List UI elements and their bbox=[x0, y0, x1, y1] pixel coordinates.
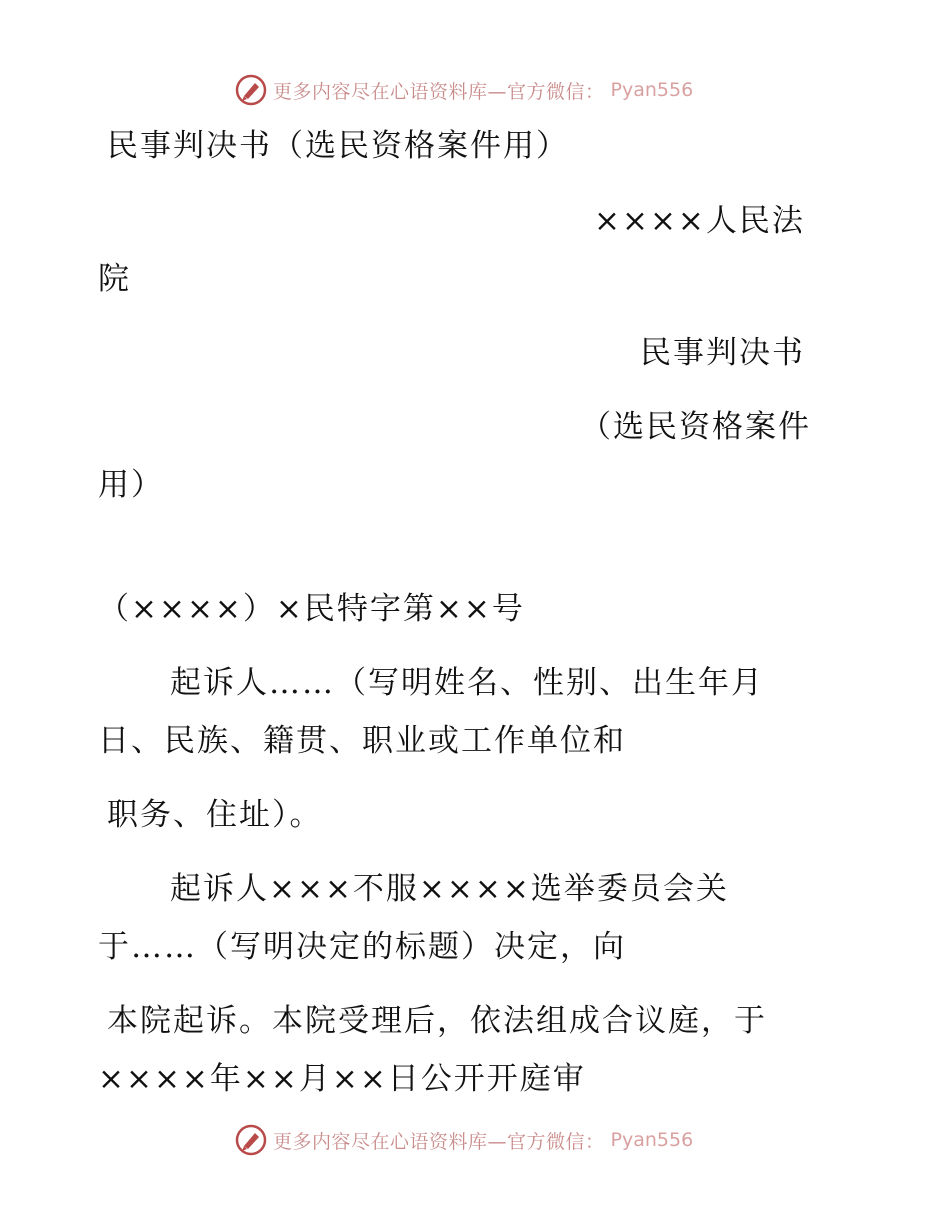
header-title: 民事判决书（选民资格案件用） bbox=[107, 128, 569, 164]
watermark-text: 更多内容尽在心语资料库—官方微信： bbox=[273, 80, 605, 103]
watermark-bottom bbox=[235, 1122, 693, 1158]
case-number: （××××）×民特字第××号 bbox=[98, 591, 525, 627]
pen-logo-icon bbox=[235, 74, 267, 106]
watermark-top bbox=[235, 72, 693, 108]
document-subtitle-line-2: 用） bbox=[98, 467, 164, 503]
document-title: 民事判决书 bbox=[640, 335, 805, 371]
watermark-wechat-id: Pyan556 bbox=[610, 79, 694, 101]
paragraph-plaintiff-line-3: 职务、住址）。 bbox=[107, 797, 323, 833]
watermark-wechat-id: Pyan556 bbox=[610, 1129, 694, 1151]
watermark-text: 更多内容尽在心语资料库—官方微信： bbox=[273, 1130, 605, 1153]
paragraph-appeal-line-1: 起诉人×××不服××××选举委员会关 bbox=[104, 871, 729, 907]
document-subtitle-line-1: （选民资格案件 bbox=[580, 409, 811, 445]
paragraph-appeal-line-4: ××××年××月××日公开开庭审 bbox=[98, 1061, 586, 1097]
paragraph-plaintiff-line-2: 日、民族、籍贯、职业或工作单位和 bbox=[98, 723, 626, 759]
paragraph-plaintiff-line-1: 起诉人……（写明姓名、性别、出生年月 bbox=[104, 665, 764, 701]
paragraph-appeal-line-3: 本院起诉。本院受理后，依法组成合议庭，于 bbox=[107, 1003, 767, 1039]
pen-logo-icon bbox=[235, 1124, 267, 1156]
court-name-line-2: 院 bbox=[98, 261, 131, 297]
paragraph-appeal-line-2: 于……（写明决定的标题）决定，向 bbox=[98, 929, 626, 965]
court-name-line-1: ××××人民法 bbox=[594, 203, 805, 239]
